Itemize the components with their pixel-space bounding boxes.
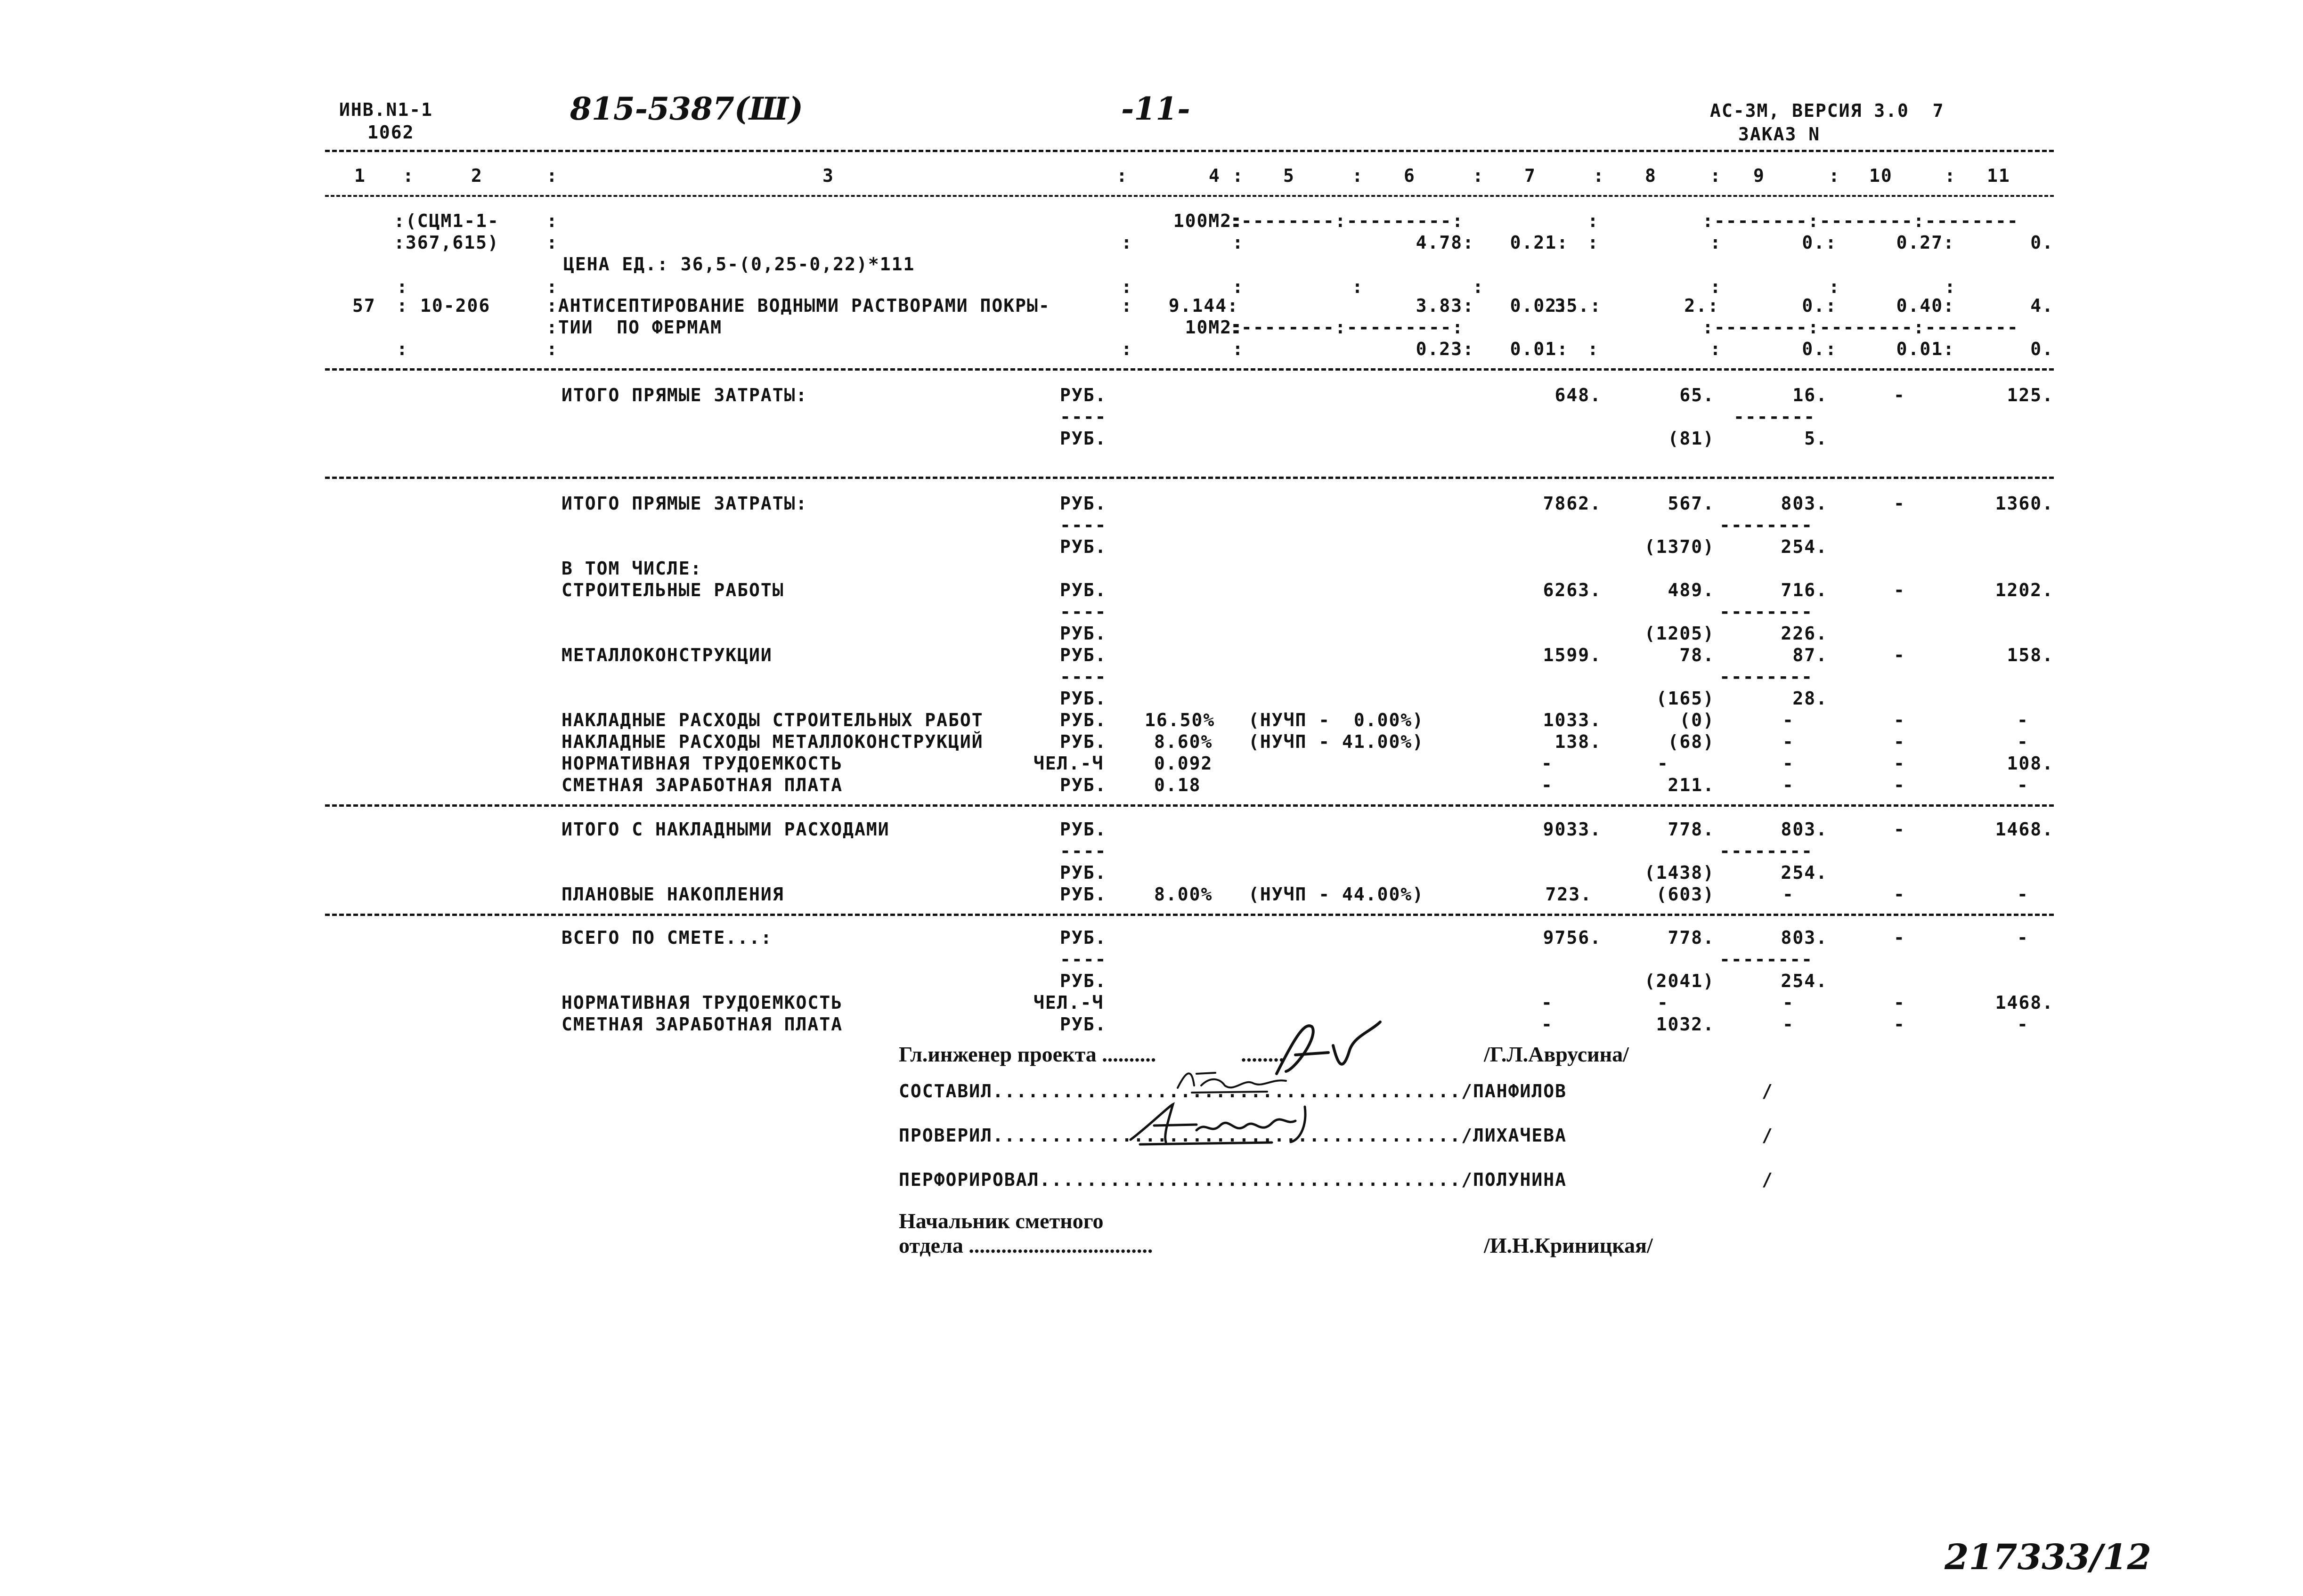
total-labor-unit: ЧЕЛ.-Ч: [1034, 992, 1104, 1013]
overhead-metal-unit: РУБ.: [1060, 731, 1107, 752]
total-labor-c10: -: [1894, 992, 1905, 1013]
unit-underline: ----: [1060, 406, 1107, 427]
column-separator: :: [1710, 232, 1722, 253]
labor-norm-c11: 108.: [2007, 753, 2054, 774]
planned-savings-c7: 723.: [1545, 884, 1592, 905]
overhead-construction-c10: -: [1894, 710, 1905, 730]
column-separator: :: [1587, 211, 1599, 231]
chief-engineer-name: /Г.Л.Аврусина/: [1484, 1042, 1629, 1066]
value-underline: --------: [1719, 949, 1814, 970]
item-c4: 9.144:: [1168, 295, 1239, 316]
column-number: 1: [354, 165, 366, 186]
overhead-construction-note: (НУЧП - 0.00%): [1248, 710, 1424, 730]
column-separator: :: [546, 211, 558, 231]
overhead-construction-c7: 1033.: [1543, 710, 1602, 730]
column-separator: :: [1829, 165, 1840, 186]
item-c11b: 0.: [2030, 339, 2054, 359]
column-separator: :: [1710, 339, 1722, 359]
item-c10b: 0.01:: [1896, 339, 1955, 359]
construction-c8: 489.: [1668, 580, 1715, 600]
grand-total-label: ВСЕГО ПО СМЕТЕ...:: [562, 927, 773, 948]
overhead-metal-note: (НУЧП - 41.00%): [1248, 731, 1424, 752]
item-c5b: 0.23:: [1416, 339, 1474, 359]
grand-total-c9b: 254.: [1781, 971, 1828, 991]
column-separator: :: [1710, 165, 1722, 186]
direct-costs-c7: 7862.: [1543, 493, 1602, 514]
grand-total-unit: РУБ.: [1060, 971, 1107, 991]
checker-signature: [1121, 1097, 1319, 1154]
column-separator: :: [1710, 276, 1722, 297]
construction-label: СТРОИТЕЛЬНЫЕ РАБОТЫ: [562, 580, 784, 600]
planned-savings-c11: -: [2017, 884, 2029, 905]
archive-number: 217333/12: [1945, 1537, 2151, 1578]
column-separator: :: [1829, 276, 1840, 297]
construction-unit: РУБ.: [1060, 623, 1107, 644]
labor-norm-c8: -: [1657, 753, 1669, 774]
labor-norm-label: НОРМАТИВНАЯ ТРУДОЕМКОСТЬ: [562, 753, 843, 774]
item-c5: 3.83:: [1416, 295, 1474, 316]
item-name: :ТИИ ПО ФЕРМАМ: [546, 317, 723, 338]
total-wage-c11: -: [2017, 1014, 2029, 1035]
column-number: 8: [1645, 165, 1657, 186]
overhead-metal-c8: (68): [1668, 731, 1715, 752]
price-formula: ЦЕНА ЕД.: 36,5-(0,25-0,22)*111: [563, 254, 915, 275]
inventory-number: 1062: [367, 122, 415, 143]
with-overhead-c10: -: [1894, 819, 1905, 840]
wage-c11: -: [2017, 775, 2029, 795]
metal-c7: 1599.: [1543, 645, 1602, 665]
total-labor-c7: -: [1541, 992, 1553, 1013]
direct-costs-c10: -: [1894, 493, 1905, 514]
column-separator: :: [1121, 339, 1133, 359]
grand-total-c8: 778.: [1668, 927, 1715, 948]
column-separator: :: [1232, 165, 1244, 186]
overhead-metal-c9: -: [1782, 731, 1794, 752]
value-underline: --------: [1719, 601, 1814, 622]
construction-c7: 6263.: [1543, 580, 1602, 600]
section-total-label: ИТОГО ПРЯМЫЕ ЗАТРАТЫ:: [562, 385, 808, 405]
column-number: 10: [1869, 165, 1893, 186]
total-labor-label: НОРМАТИВНАЯ ТРУДОЕМКОСТЬ: [562, 992, 843, 1013]
unit-underline: ----: [1060, 949, 1107, 970]
chief-engineer-dots: ........: [1241, 1042, 1285, 1066]
labor-norm-rate: 0.092: [1154, 753, 1213, 774]
prev-item-code: :367,615): [394, 232, 499, 253]
section-total-c8: 65.: [1679, 385, 1715, 405]
overhead-metal-c7: 138.: [1554, 731, 1602, 752]
total-wage-c9: -: [1782, 1014, 1794, 1035]
with-overhead-c9: 803.: [1781, 819, 1828, 840]
with-overhead-unit: РУБ.: [1060, 819, 1107, 840]
metal-c8: 78.: [1679, 645, 1715, 665]
column-separator: :: [1121, 295, 1133, 316]
order-label: ЗАКАЗ N: [1738, 124, 1821, 145]
including-label: В ТОМ ЧИСЛЕ:: [562, 558, 702, 579]
overhead-metal-rate: 8.60%: [1154, 731, 1213, 752]
metal-label: МЕТАЛЛОКОНСТРУКЦИИ: [562, 645, 773, 665]
column-separator: :: [1587, 232, 1599, 253]
overhead-metal-label: НАКЛАДНЫЕ РАСХОДЫ МЕТАЛЛОКОНСТРУКЦИЙ: [562, 731, 984, 752]
metal-unit: РУБ.: [1060, 688, 1107, 709]
overhead-construction-c11: -: [2017, 710, 2029, 730]
column-number: 2: [471, 165, 483, 186]
planned-savings-c9: -: [1782, 884, 1794, 905]
column-separator: :: [1352, 276, 1364, 297]
punched-end: /: [1762, 1169, 1774, 1190]
section-total-c9b: 5.: [1804, 428, 1828, 449]
header-rule-bottom: [325, 195, 2054, 197]
prev-item-subline: :--------:---------:: [1229, 211, 1464, 231]
head-dept-line2: отдела ..................................: [899, 1233, 1153, 1257]
wage-rate: 0.18: [1154, 775, 1201, 795]
unit-underline: ----: [1060, 601, 1107, 622]
prev-item-c9: 0.:: [1802, 232, 1837, 253]
direct-costs-unit: РУБ.: [1060, 536, 1107, 557]
column-separator: :: [1587, 339, 1599, 359]
column-separator: :: [1593, 165, 1605, 186]
column-separator: :: [546, 232, 558, 253]
item-name: :АНТИСЕПТИРОВАНИЕ ВОДНЫМИ РАСТВОРАМИ ПОКРЫ-: [546, 295, 1050, 316]
column-number: 4: [1209, 165, 1221, 186]
column-separator: :: [546, 165, 558, 186]
column-separator: :: [546, 276, 558, 297]
section-total-c10: -: [1894, 385, 1905, 405]
prev-item-c10: 0.27:: [1896, 232, 1955, 253]
column-separator: :: [1945, 165, 1956, 186]
with-overhead-c8: 778.: [1668, 819, 1715, 840]
wage-c7: -: [1541, 775, 1553, 795]
column-number: 5: [1283, 165, 1295, 186]
prev-item-c5: 4.78:: [1416, 232, 1474, 253]
head-dept-line1: Начальник сметного: [899, 1209, 1104, 1233]
section-total-c8b: (81): [1668, 428, 1715, 449]
compiled-end: /: [1762, 1081, 1774, 1102]
column-separator: :: [1232, 232, 1244, 253]
total-labor-c9: -: [1782, 992, 1794, 1013]
column-separator: :: [397, 339, 408, 359]
column-separator: :: [1121, 232, 1133, 253]
section-rule: [325, 804, 2054, 807]
section-total-c11: 125.: [2007, 385, 2054, 405]
wage-c8: 211.: [1668, 775, 1715, 795]
item-c7: 35.:: [1554, 295, 1602, 316]
overhead-construction-c9: -: [1782, 710, 1794, 730]
with-overhead-label: ИТОГО С НАКЛАДНЫМИ РАСХОДАМИ: [562, 819, 890, 840]
column-separator: :: [1232, 339, 1244, 359]
overhead-construction-rate: 16.50%: [1145, 710, 1215, 730]
column-separator: :: [397, 276, 408, 297]
planned-savings-c8: (603): [1656, 884, 1715, 905]
column-separator: :: [1116, 165, 1128, 186]
prev-item-subline: :--------:--------:--------: [1702, 211, 2019, 231]
metal-c10: -: [1894, 645, 1905, 665]
grand-total-c10: -: [1894, 927, 1905, 948]
overhead-metal-c11: -: [2017, 731, 2029, 752]
total-wage-c8: 1032.: [1656, 1014, 1715, 1035]
with-overhead-c8b: (1438): [1644, 862, 1715, 883]
grand-total-unit: РУБ.: [1060, 927, 1107, 948]
grand-total-c7: 9756.: [1543, 927, 1602, 948]
metal-c11: 158.: [2007, 645, 2054, 665]
wage-c10: -: [1894, 775, 1905, 795]
inventory-label: ИНВ.N1-1: [339, 99, 433, 120]
column-separator: :: [1473, 165, 1484, 186]
construction-c9b: 226.: [1781, 623, 1828, 644]
column-number: 6: [1404, 165, 1416, 186]
labor-norm-c7: -: [1541, 753, 1553, 774]
item-c8: 2.:: [1684, 295, 1719, 316]
overhead-construction-unit: РУБ.: [1060, 710, 1107, 730]
column-number: 11: [1987, 165, 2010, 186]
planned-savings-label: ПЛАНОВЫЕ НАКОПЛЕНИЯ: [562, 884, 784, 905]
section-rule: [325, 477, 2054, 479]
item-c10: 0.40:: [1896, 295, 1955, 316]
header-rule-top: [325, 150, 2054, 152]
prev-item-unit: 100М2:: [1173, 211, 1244, 231]
column-separator: :: [546, 339, 558, 359]
program-version: АС-3М, ВЕРСИЯ 3.0 7: [1710, 100, 1945, 121]
planned-savings-rate: 8.00%: [1154, 884, 1213, 905]
column-separator: :: [397, 295, 408, 316]
value-underline: --------: [1719, 666, 1814, 687]
direct-costs-c8b: (1370): [1644, 536, 1715, 557]
total-wage-c10: -: [1894, 1014, 1905, 1035]
item-c6: 0.02:: [1510, 295, 1569, 316]
unit-underline: ----: [1060, 841, 1107, 861]
direct-costs-c8: 567.: [1668, 493, 1715, 514]
section-total-c7: 648.: [1554, 385, 1602, 405]
item-unit: 10М2:: [1185, 317, 1244, 338]
planned-savings-c10: -: [1894, 884, 1905, 905]
value-underline: --------: [1719, 841, 1814, 861]
construction-c8b: (1205): [1644, 623, 1715, 644]
grand-total-c9: 803.: [1781, 927, 1828, 948]
unit-underline: ----: [1060, 666, 1107, 687]
column-separator: :: [1473, 276, 1484, 297]
item-c6b: 0.01:: [1510, 339, 1569, 359]
item-subline: :--------:--------:--------: [1702, 317, 2019, 338]
punched-line: ПЕРФОРИРОВАЛ..................................../ПОЛУНИНА: [899, 1169, 1567, 1190]
item-c11: 4.: [2030, 295, 2054, 316]
section-total-unit: РУБ.: [1060, 385, 1107, 405]
metal-c9: 87.: [1792, 645, 1828, 665]
document-code: 815-5387(Ш): [570, 90, 803, 127]
item-subline: :--------:---------:: [1229, 317, 1464, 338]
section-rule: [325, 368, 2054, 371]
item-number: 57: [352, 295, 376, 316]
checked-line: ПРОВЕРИЛ......................................../ЛИХАЧЕВА: [899, 1125, 1567, 1146]
value-underline: -------: [1733, 406, 1816, 427]
column-number: 3: [822, 165, 834, 186]
planned-savings-note: (НУЧП - 44.00%): [1248, 884, 1424, 905]
prev-item-c6: 0.21:: [1510, 232, 1569, 253]
direct-costs-c9: 803.: [1781, 493, 1828, 514]
planned-savings-unit: РУБ.: [1060, 884, 1107, 905]
chief-engineer-label: Гл.инженер проекта ..........: [899, 1042, 1156, 1066]
overhead-metal-c10: -: [1894, 731, 1905, 752]
overhead-construction-label: НАКЛАДНЫЕ РАСХОДЫ СТРОИТЕЛЬНЫХ РАБОТ: [562, 710, 984, 730]
item-c9: 0.:: [1802, 295, 1837, 316]
with-overhead-c11: 1468.: [1995, 819, 2054, 840]
total-labor-c8: -: [1657, 992, 1669, 1013]
direct-costs-c9b: 254.: [1781, 536, 1828, 557]
wage-c9: -: [1782, 775, 1794, 795]
value-underline: --------: [1719, 515, 1814, 535]
item-c9b: 0.:: [1802, 339, 1837, 359]
column-separator: :: [403, 165, 415, 186]
checked-end: /: [1762, 1125, 1774, 1146]
wage-unit: РУБ.: [1060, 775, 1107, 795]
wage-label: СМЕТНАЯ ЗАРАБОТНАЯ ПЛАТА: [562, 775, 843, 795]
column-separator: :: [1232, 276, 1244, 297]
total-wage-label: СМЕТНАЯ ЗАРАБОТНАЯ ПЛАТА: [562, 1014, 843, 1035]
labor-norm-c9: -: [1782, 753, 1794, 774]
page-number: -11-: [1121, 90, 1190, 127]
grand-total-c8b: (2041): [1644, 971, 1715, 991]
prev-item-code: :(СЦМ1-1-: [394, 211, 499, 231]
with-overhead-c7: 9033.: [1543, 819, 1602, 840]
overhead-construction-c8: (0): [1679, 710, 1715, 730]
metal-c8b: (165): [1656, 688, 1715, 709]
unit-underline: ----: [1060, 515, 1107, 535]
column-number: 7: [1524, 165, 1536, 186]
compiled-line: СОСТАВИЛ......................................../ПАНФИЛОВ: [899, 1081, 1567, 1102]
column-separator: :: [1945, 276, 1956, 297]
construction-unit: РУБ.: [1060, 580, 1107, 600]
metal-unit: РУБ.: [1060, 645, 1107, 665]
total-wage-c7: -: [1541, 1014, 1553, 1035]
labor-norm-unit: ЧЕЛ.-Ч: [1034, 753, 1104, 774]
with-overhead-c9b: 254.: [1781, 862, 1828, 883]
head-dept-name: /И.Н.Криницкая/: [1484, 1233, 1653, 1257]
total-wage-unit: РУБ.: [1060, 1014, 1107, 1035]
with-overhead-unit: РУБ.: [1060, 862, 1107, 883]
total-labor-c11: 1468.: [1995, 992, 2054, 1013]
labor-norm-c10: -: [1894, 753, 1905, 774]
column-number: 9: [1753, 165, 1765, 186]
prev-item-c11: 0.: [2030, 232, 2054, 253]
direct-costs-unit: РУБ.: [1060, 493, 1107, 514]
grand-total-c11: -: [2017, 927, 2029, 948]
direct-costs-label: ИТОГО ПРЯМЫЕ ЗАТРАТЫ:: [562, 493, 808, 514]
construction-c9: 716.: [1781, 580, 1828, 600]
section-total-unit: РУБ.: [1060, 428, 1107, 449]
direct-costs-c11: 1360.: [1995, 493, 2054, 514]
column-separator: :: [1352, 165, 1364, 186]
metal-c9b: 28.: [1792, 688, 1828, 709]
section-total-c9: 16.: [1792, 385, 1828, 405]
item-code: 10-206: [420, 295, 491, 316]
construction-c10: -: [1894, 580, 1905, 600]
construction-c11: 1202.: [1995, 580, 2054, 600]
column-separator: :: [1121, 276, 1133, 297]
section-rule: [325, 914, 2054, 916]
